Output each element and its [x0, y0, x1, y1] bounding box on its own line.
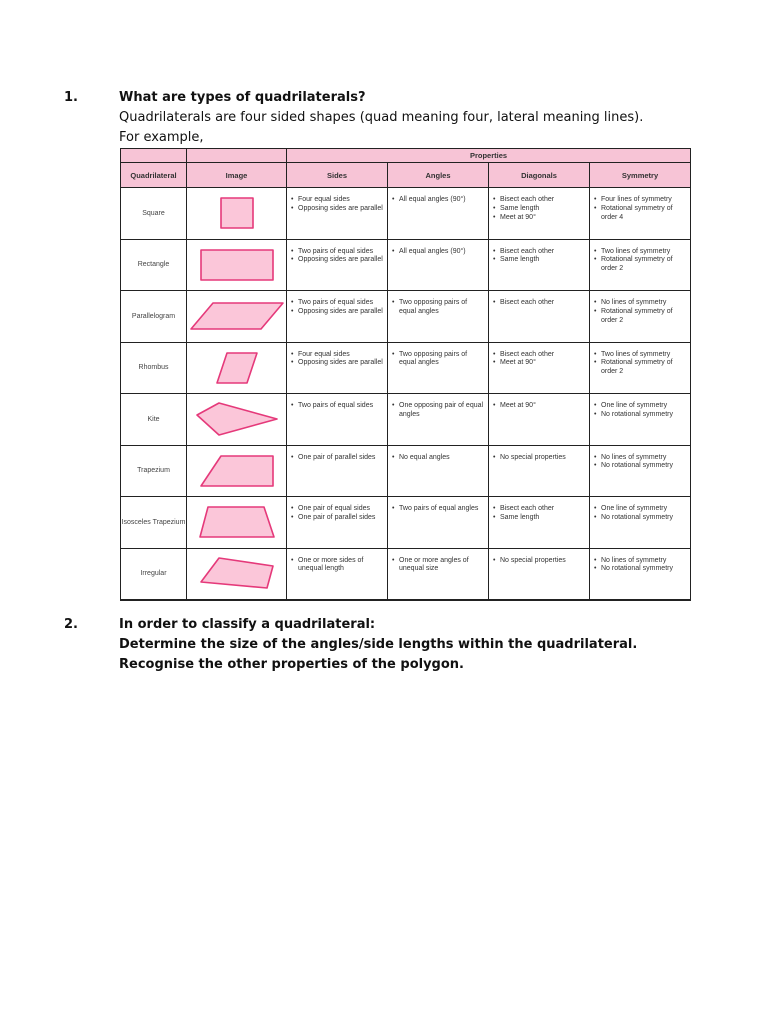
angles-cell	[388, 239, 489, 291]
symmetry-cell	[590, 445, 691, 497]
table-row	[121, 239, 691, 291]
bullet-item: • Rotational symmetry of order 2	[601, 256, 686, 274]
bullet-item: • Two pairs of equal sides	[298, 248, 383, 257]
table-row	[121, 291, 691, 343]
bullet-item: • All equal angles (90°)	[399, 196, 484, 205]
isosceles-trapezium-icon	[198, 505, 276, 539]
symmetry-cell	[590, 342, 691, 394]
bullet-list	[489, 291, 589, 308]
bullet-item: • Two pairs of equal sides	[298, 299, 383, 308]
bullet-item: • Bisect each other	[500, 505, 585, 514]
quadrilateral-image-cell	[187, 394, 287, 446]
item-1-definition: Quadrilaterals are four sided shapes (quad meaning four, lateral meaning lines).	[119, 110, 644, 125]
kite-icon	[195, 401, 279, 437]
bullet-item: • One or more angles of unequal size	[399, 557, 484, 575]
shape-outline	[217, 353, 257, 383]
bullet-list	[489, 549, 589, 566]
item-2-number: 2.	[64, 617, 78, 632]
bullet-item: • Bisect each other	[500, 196, 585, 205]
diagonals-cell	[489, 291, 590, 343]
quadrilateral-name: Isosceles Trapezium	[121, 497, 187, 549]
quadrilateral-image-cell	[187, 445, 287, 497]
sides-cell	[287, 445, 388, 497]
bullet-item: • Meet at 90°	[500, 359, 585, 368]
bullet-item: • One pair of parallel sides	[298, 514, 383, 523]
table-row	[121, 394, 691, 446]
blank-header-cell	[121, 149, 187, 163]
shape-outline	[221, 198, 253, 228]
bullet-item: • Two lines of symmetry	[601, 351, 686, 360]
bullet-list	[287, 343, 387, 369]
diagonals-cell	[489, 445, 590, 497]
quadrilateral-image-cell	[187, 342, 287, 394]
rectangle-icon	[199, 248, 275, 282]
diagonals-cell	[489, 394, 590, 446]
bullet-item: • No rotational symmetry	[601, 514, 686, 523]
bullet-item: • No special properties	[500, 454, 585, 463]
bullet-item: • One opposing pair of equal angles	[399, 402, 484, 420]
bullet-list	[489, 394, 589, 411]
bullet-list	[287, 549, 387, 575]
item-1-question: What are types of quadrilaterals?	[119, 90, 366, 105]
bullet-list	[590, 497, 690, 523]
bullet-list	[388, 188, 488, 205]
shape-outline	[201, 558, 273, 588]
quadrilateral-image-cell	[187, 239, 287, 291]
diagonals-cell	[489, 239, 590, 291]
irregular-quadrilateral-icon	[199, 556, 275, 592]
bullet-item: • Four equal sides	[298, 351, 383, 360]
angles-cell	[388, 548, 489, 600]
shape-outline	[200, 507, 274, 537]
bullet-item: • Opposing sides are parallel	[298, 308, 383, 317]
angles-cell	[388, 342, 489, 394]
bullet-item: • Rotational symmetry of order 2	[601, 359, 686, 377]
angles-cell	[388, 188, 489, 240]
bullet-item: • Opposing sides are parallel	[298, 256, 383, 265]
item-1-number: 1.	[64, 90, 78, 105]
bullet-list	[590, 549, 690, 575]
symmetry-cell	[590, 394, 691, 446]
bullet-item: • Two opposing pairs of equal angles	[399, 351, 484, 369]
shape-outline	[201, 250, 273, 280]
bullet-list	[489, 343, 589, 369]
sides-cell	[287, 239, 388, 291]
item-1-for-example: For example,	[119, 130, 204, 145]
table-row	[121, 497, 691, 549]
bullet-list	[388, 549, 488, 575]
bullet-item: • All equal angles (90°)	[399, 248, 484, 257]
bullet-item: • Bisect each other	[500, 299, 585, 308]
bullet-item: • One line of symmetry	[601, 505, 686, 514]
quadrilateral-name: Square	[121, 188, 187, 240]
bullet-item: • Rotational symmetry of order 2	[601, 308, 686, 326]
symmetry-cell	[590, 188, 691, 240]
bullet-list	[489, 497, 589, 523]
bullet-item: • No rotational symmetry	[601, 462, 686, 471]
bullet-item: • Opposing sides are parallel	[298, 205, 383, 214]
symmetry-cell	[590, 291, 691, 343]
sides-cell	[287, 342, 388, 394]
bullet-item: • Two pairs of equal angles	[399, 505, 484, 514]
bullet-list	[388, 343, 488, 369]
rhombus-icon	[215, 351, 259, 385]
quadrilateral-name: Rectangle	[121, 239, 187, 291]
quadrilateral-name: Trapezium	[121, 445, 187, 497]
sides-cell	[287, 394, 388, 446]
header-quadrilateral: Quadrilateral	[121, 163, 187, 188]
table-row	[121, 548, 691, 600]
shape-outline	[201, 456, 273, 486]
bullet-list	[287, 394, 387, 411]
table-row	[121, 188, 691, 240]
bullet-list	[287, 240, 387, 266]
bullet-item: • Bisect each other	[500, 351, 585, 360]
angles-cell	[388, 445, 489, 497]
bullet-item: • No lines of symmetry	[601, 557, 686, 566]
parallelogram-icon	[189, 301, 285, 331]
sides-cell	[287, 548, 388, 600]
shape-outline	[191, 303, 283, 329]
item-2-step-determine: Determine the size of the angles/side lengths within the quadrilateral.	[119, 637, 638, 652]
bullet-list	[388, 291, 488, 317]
bullet-item: • Same length	[500, 514, 585, 523]
bullet-list	[388, 446, 488, 463]
bullet-item: • Two lines of symmetry	[601, 248, 686, 257]
sides-cell	[287, 291, 388, 343]
bullet-item: • Bisect each other	[500, 248, 585, 257]
bullet-item: • Same length	[500, 205, 585, 214]
bullet-item: • One line of symmetry	[601, 402, 686, 411]
bullet-item: • No rotational symmetry	[601, 411, 686, 420]
bullet-item: • Rotational symmetry of order 4	[601, 205, 686, 223]
bullet-item: • No special properties	[500, 557, 585, 566]
angles-cell	[388, 497, 489, 549]
bullet-item: • Four lines of symmetry	[601, 196, 686, 205]
quadrilateral-properties-table	[120, 148, 691, 601]
diagonals-cell	[489, 548, 590, 600]
header-diagonals: Diagonals	[489, 163, 590, 188]
item-2-step-recognise: Recognise the other properties of the polygon.	[119, 657, 464, 672]
bullet-list	[287, 497, 387, 523]
table-row	[121, 445, 691, 497]
symmetry-cell	[590, 239, 691, 291]
quadrilateral-name: Parallelogram	[121, 291, 187, 343]
header-angles: Angles	[388, 163, 489, 188]
bullet-list	[489, 446, 589, 463]
symmetry-cell	[590, 548, 691, 600]
bullet-list	[388, 497, 488, 514]
bullet-item: • One pair of parallel sides	[298, 454, 383, 463]
bullet-item: • No lines of symmetry	[601, 299, 686, 308]
shape-outline	[197, 403, 277, 435]
bullet-item: • Four equal sides	[298, 196, 383, 205]
sides-cell	[287, 188, 388, 240]
bullet-list	[590, 343, 690, 377]
bullet-list	[489, 240, 589, 266]
quadrilateral-image-cell	[187, 548, 287, 600]
quadrilateral-name: Rhombus	[121, 342, 187, 394]
bullet-item: • One or more sides of unequal length	[298, 557, 383, 575]
bullet-item: • No equal angles	[399, 454, 484, 463]
bullet-item: • Two opposing pairs of equal angles	[399, 299, 484, 317]
square-icon	[219, 196, 255, 230]
bullet-list	[287, 291, 387, 317]
bullet-list	[388, 240, 488, 257]
quadrilateral-image-cell	[187, 188, 287, 240]
header-image: Image	[187, 163, 287, 188]
quadrilateral-name: Kite	[121, 394, 187, 446]
blank-header-cell	[187, 149, 287, 163]
bullet-list	[489, 188, 589, 222]
bullet-item: • Meet at 90°	[500, 402, 585, 411]
bullet-item: • No lines of symmetry	[601, 454, 686, 463]
bullet-list	[590, 394, 690, 420]
angles-cell	[388, 291, 489, 343]
bullet-item: • One pair of equal sides	[298, 505, 383, 514]
diagonals-cell	[489, 188, 590, 240]
bullet-list	[287, 188, 387, 214]
header-symmetry: Symmetry	[590, 163, 691, 188]
bullet-item: • Meet at 90°	[500, 214, 585, 223]
header-sides: Sides	[287, 163, 388, 188]
bullet-list	[590, 240, 690, 274]
bullet-list	[590, 291, 690, 325]
quadrilateral-name: Irregular	[121, 548, 187, 600]
bullet-item: • Same length	[500, 256, 585, 265]
diagonals-cell	[489, 342, 590, 394]
table-body	[121, 188, 691, 600]
bullet-item: • Opposing sides are parallel	[298, 359, 383, 368]
bullet-item: • Two pairs of equal sides	[298, 402, 383, 411]
bullet-list	[287, 446, 387, 463]
angles-cell	[388, 394, 489, 446]
sides-cell	[287, 497, 388, 549]
bullet-list	[388, 394, 488, 420]
bullet-item: • No rotational symmetry	[601, 565, 686, 574]
properties-group-header: Properties	[287, 149, 691, 163]
symmetry-cell	[590, 497, 691, 549]
bullet-list	[590, 446, 690, 472]
bullet-list	[590, 188, 690, 222]
quadrilateral-image-cell	[187, 497, 287, 549]
quadrilateral-image-cell	[187, 291, 287, 343]
item-2-heading: In order to classify a quadrilateral:	[119, 617, 376, 632]
trapezium-icon	[199, 454, 275, 488]
diagonals-cell	[489, 497, 590, 549]
table-row	[121, 342, 691, 394]
